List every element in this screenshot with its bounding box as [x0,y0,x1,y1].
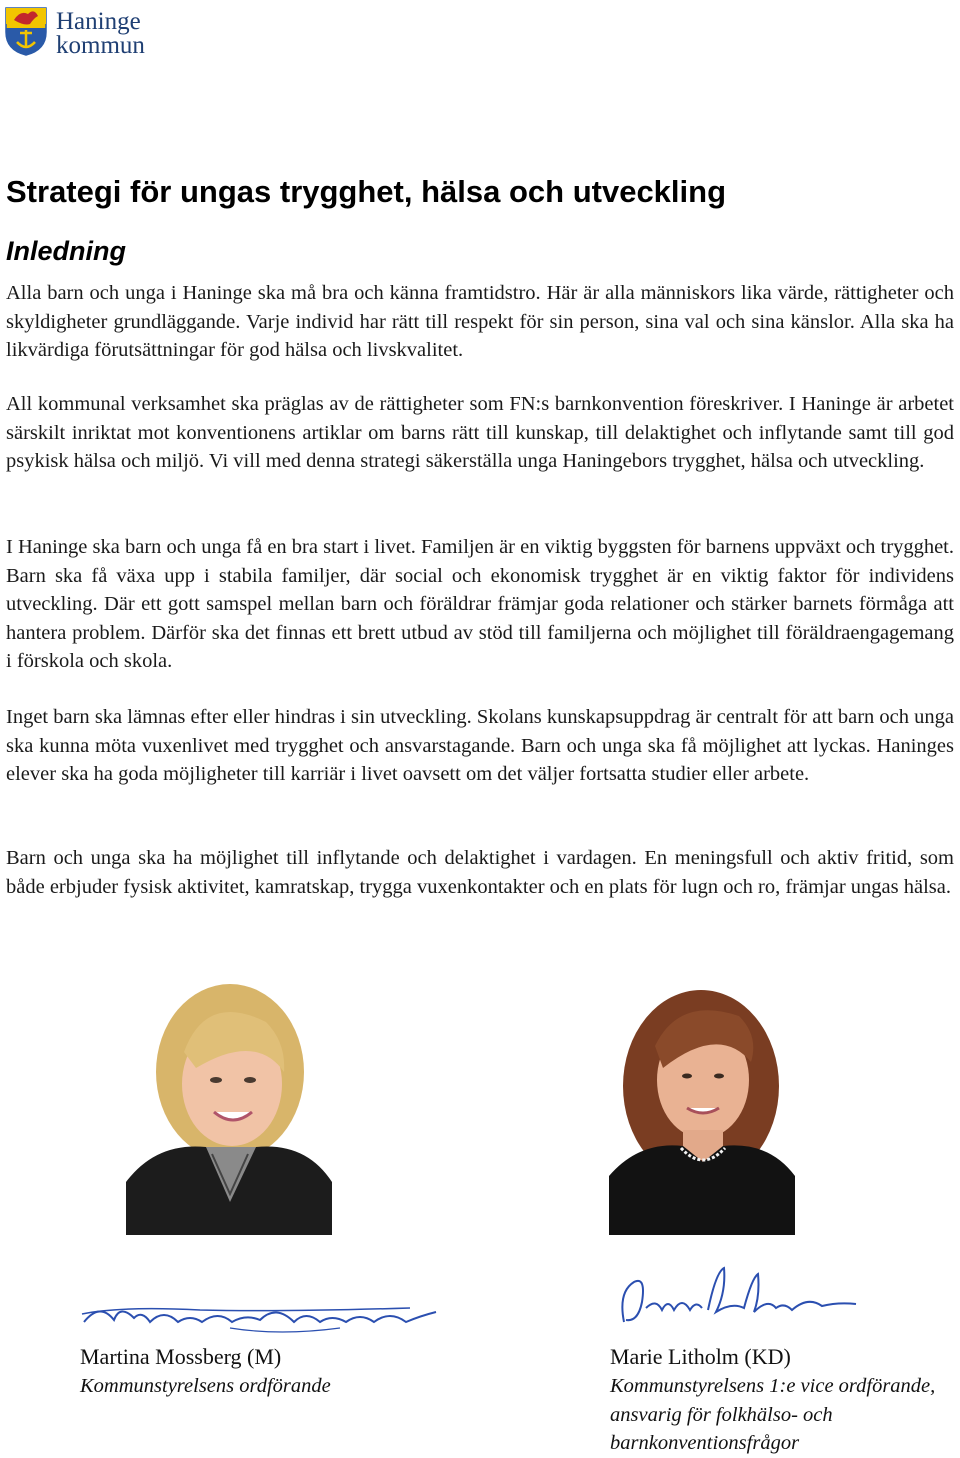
coat-of-arms-icon [4,6,48,56]
signature-martina [80,1292,440,1340]
signatory-role: Kommunstyrelsens ordförande [80,1375,331,1397]
paragraph: I Haninge ska barn och unga få en bra start i livet. Familjen är en viktig byggsten för barnens uppväxt och trygghet. Barn ska få växa upp i stabila familjer, där social och ekonomisk trygghet är en viktig faktor för individens utveckling. Där ett gott samspel mellan barn och föräldrar främjar goda relationer och stärker barnets förmåga att hantera problem. Därför ska det finnas ett brett utbud av stöd till familjerna och möjlighet till föräldraengagemang i förskola och skola. [6,536,954,673]
section-heading: Inledning [6,236,126,266]
page-title: Strategi för ungas trygghet, hälsa och utveckling [6,174,727,209]
logo-line-1: Haninge [56,8,141,35]
logo-line-2: kommun [56,32,145,59]
signature-marie [612,1262,862,1334]
signatory-role: Kommunstyrelsens 1:e vice ordförande, ansvarig för folkhälso- och barnkonventionsfrågor [610,1375,936,1454]
portrait-photo-martina [126,972,332,1235]
paragraph: Inget barn ska lämnas efter eller hindras i sin utveckling. Skolans kunskapsuppdrag är centralt för att barn och unga ska kunna möta vuxenlivet med trygghet och ansvarstagande. Barn och unga ska få möjlighet att lyckas. Haninges elever ska ha goda möjligheter till karriär i livet oavsett om det väljer fortsatta studier eller arbete. [6,706,954,786]
paragraph: Barn och unga ska ha möjlighet till inflytande och delaktighet i vardagen. En meningsfull och aktiv fritid, som både erbjuder fysisk aktivitet, kamratskap, trygga vuxenkontakter och en plats för lugn och ro, främjar ungas hälsa. [6,847,954,898]
logo-wordmark [56,10,145,58]
paragraph: Alla barn och unga i Haninge ska må bra och känna framtidstro. Här är alla människors lika värde, rättigheter och skyldigheter grundläggande. Varje individ har rätt till respekt för sin person, sina val och sina känslor. Alla ska ha likvärdiga förutsättningar för god hälsa och livskvalitet. [6,282,954,362]
signatory-name: Martina Mossberg (M) [80,1344,282,1369]
municipality-logo [4,6,164,58]
paragraph: All kommunal verksamhet ska präglas av de rättigheter som FN:s barnkonvention föreskriver. I Haninge är arbetet särskilt inriktat mot konventionens artiklar om barns rätt till kunskap, till delaktighet och inflytande samt till god psykisk hälsa och miljö. Vi vill med denna strategi säkerställa unga Haningebors trygghet, hälsa och utveckling. [6,393,954,473]
portrait-photo-marie [609,976,795,1235]
signatory-name: Marie Litholm (KD) [610,1344,791,1369]
